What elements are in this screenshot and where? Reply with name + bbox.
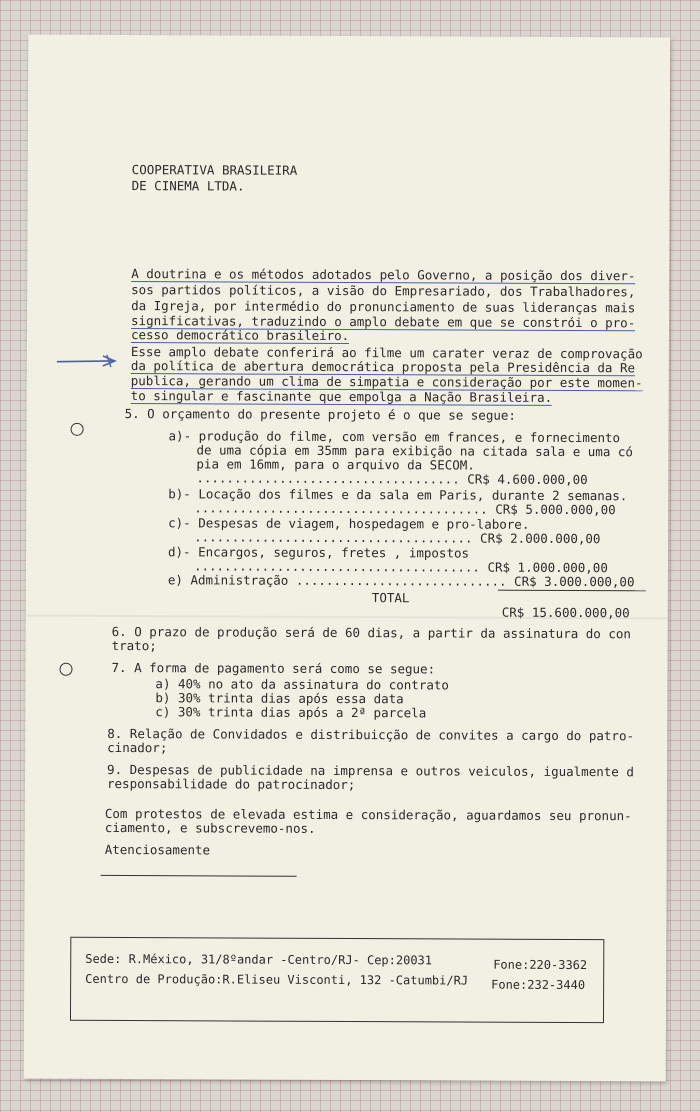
- section7-item-a: a) 40% no ato da assinatura do contrato: [155, 676, 449, 693]
- section7-item-b: b) 30% trinta dias após essa data: [155, 690, 404, 707]
- signature-line: [101, 875, 297, 877]
- section6-line-2: trato;: [111, 637, 157, 654]
- section7-item-c: c) 30% trinta dias após a 2ª parcela: [155, 704, 427, 721]
- signoff: Atenciosamente: [104, 841, 211, 858]
- section5-item-a-line-1: a)- produção do filme, com versão em frances, e fornecimento: [168, 428, 621, 446]
- section5-total-label: TOTAL: [371, 590, 410, 606]
- closing-line-2: ciamento, e subscrevemo-nos.: [104, 819, 316, 836]
- footer-address-line-2: Centro de Produção:R.Eliseu Visconti, 132 -Catumbi/RJ: [85, 971, 469, 988]
- footer-address-line-1: Sede: R.México, 31/8ºandar -Centro/RJ- Cep:20031: [85, 951, 433, 968]
- section5-item-b-value: ....................................... CR$ 5.000.000,00: [194, 500, 616, 518]
- punch-hole-bottom: [59, 663, 72, 676]
- section5-item-a-line-2: de uma cópia em 35mm para exibição na citada sala e uma có: [196, 442, 633, 460]
- section6-line-1: 6. O prazo de produção será de 60 dias, a partir da assinatura do con: [111, 623, 631, 642]
- closing-line-1: Com protestos de elevada estima e consideração, aguardamos seu pronun-: [104, 805, 632, 824]
- total-rule: [498, 590, 646, 592]
- intro-line-1: A doutrina e os métodos adotados pelo Governo, a posição dos diver-: [131, 266, 636, 284]
- document-page: [24, 35, 671, 1082]
- letterhead-line-1: COOPERATIVA BRASILEIRA: [131, 162, 298, 178]
- footer-box: [70, 937, 604, 1023]
- debate-line-1: Esse amplo debate conferirá ao filme um carater veraz de comprovação: [130, 344, 643, 362]
- section5-total-value: CR$ 15.600.000,00: [501, 604, 630, 621]
- section5-item-c-value: ..................................... CR$ 2.000.000,00: [194, 529, 601, 547]
- section5-item-c-line-1: c)- Despesas de viagem, hospedagem e pro-labore.: [168, 515, 530, 532]
- section9-line-2: responsabilidade do patrocinador;: [106, 775, 356, 793]
- section9-line-1: 9. Despesas de publicidade na imprensa e outros veiculos, igualmente d: [107, 761, 634, 780]
- pen-arrow-icon: [55, 353, 119, 369]
- intro-line-5: cesso democrático brasileiro.: [130, 327, 350, 344]
- intro-line-2: sos partidos políticos, a visão do Empresariado, dos Trabalhadores,: [131, 282, 636, 300]
- section5-item-a-line-3: pia em 16mm, para o arquivo da SECOM.: [196, 456, 475, 473]
- section5-item-e: e) Administração ............................ CR$ 3.000.000,00: [167, 572, 635, 590]
- section5-item-a-value: ................................... CR$ 4.600.000,00: [196, 470, 588, 488]
- intro-line-3: da Igreja, por intermédio do pronunciamento de suas lideranças mais: [131, 298, 636, 316]
- debate-line-3: publica, gerando um clima de simpatia e consideração por este momen-: [130, 373, 643, 391]
- section5-item-b-line-1: b)- Locação dos filmes e da sala em Paris, durante 2 semanas.: [168, 486, 628, 504]
- footer-phone-1: Fone:220-3362: [493, 957, 588, 973]
- intro-line-4: significativas, traduzindo o amplo debate em que se constrói o pro-: [131, 313, 636, 331]
- punch-hole-top: [71, 423, 84, 436]
- section5-item-d-value: ...................................... CR$ 1.000.000,00: [193, 558, 608, 576]
- section8-line-2: cinador;: [107, 739, 168, 756]
- letterhead-line-2: DE CINEMA LTDA.: [131, 178, 245, 194]
- section5-heading: 5. O orçamento do presente projeto é o que se segue:: [124, 406, 517, 423]
- debate-line-4: to singular e fascinante que empolga a Nação Brasileira.: [130, 388, 553, 405]
- debate-line-2: da política de abertura democrática proposta pela Presidência da Re: [130, 358, 636, 376]
- section7-heading: 7. A forma de pagamento será como se segue:: [111, 659, 436, 677]
- section8-line-1: 8. Relação de Convidados e distribuicção de convites a cargo do patro-: [107, 725, 635, 744]
- section5-item-d-line-1: d)- Encargos, seguros, fretes , impostos: [167, 544, 470, 561]
- footer-phone-2: Fone:232-3440: [491, 977, 586, 993]
